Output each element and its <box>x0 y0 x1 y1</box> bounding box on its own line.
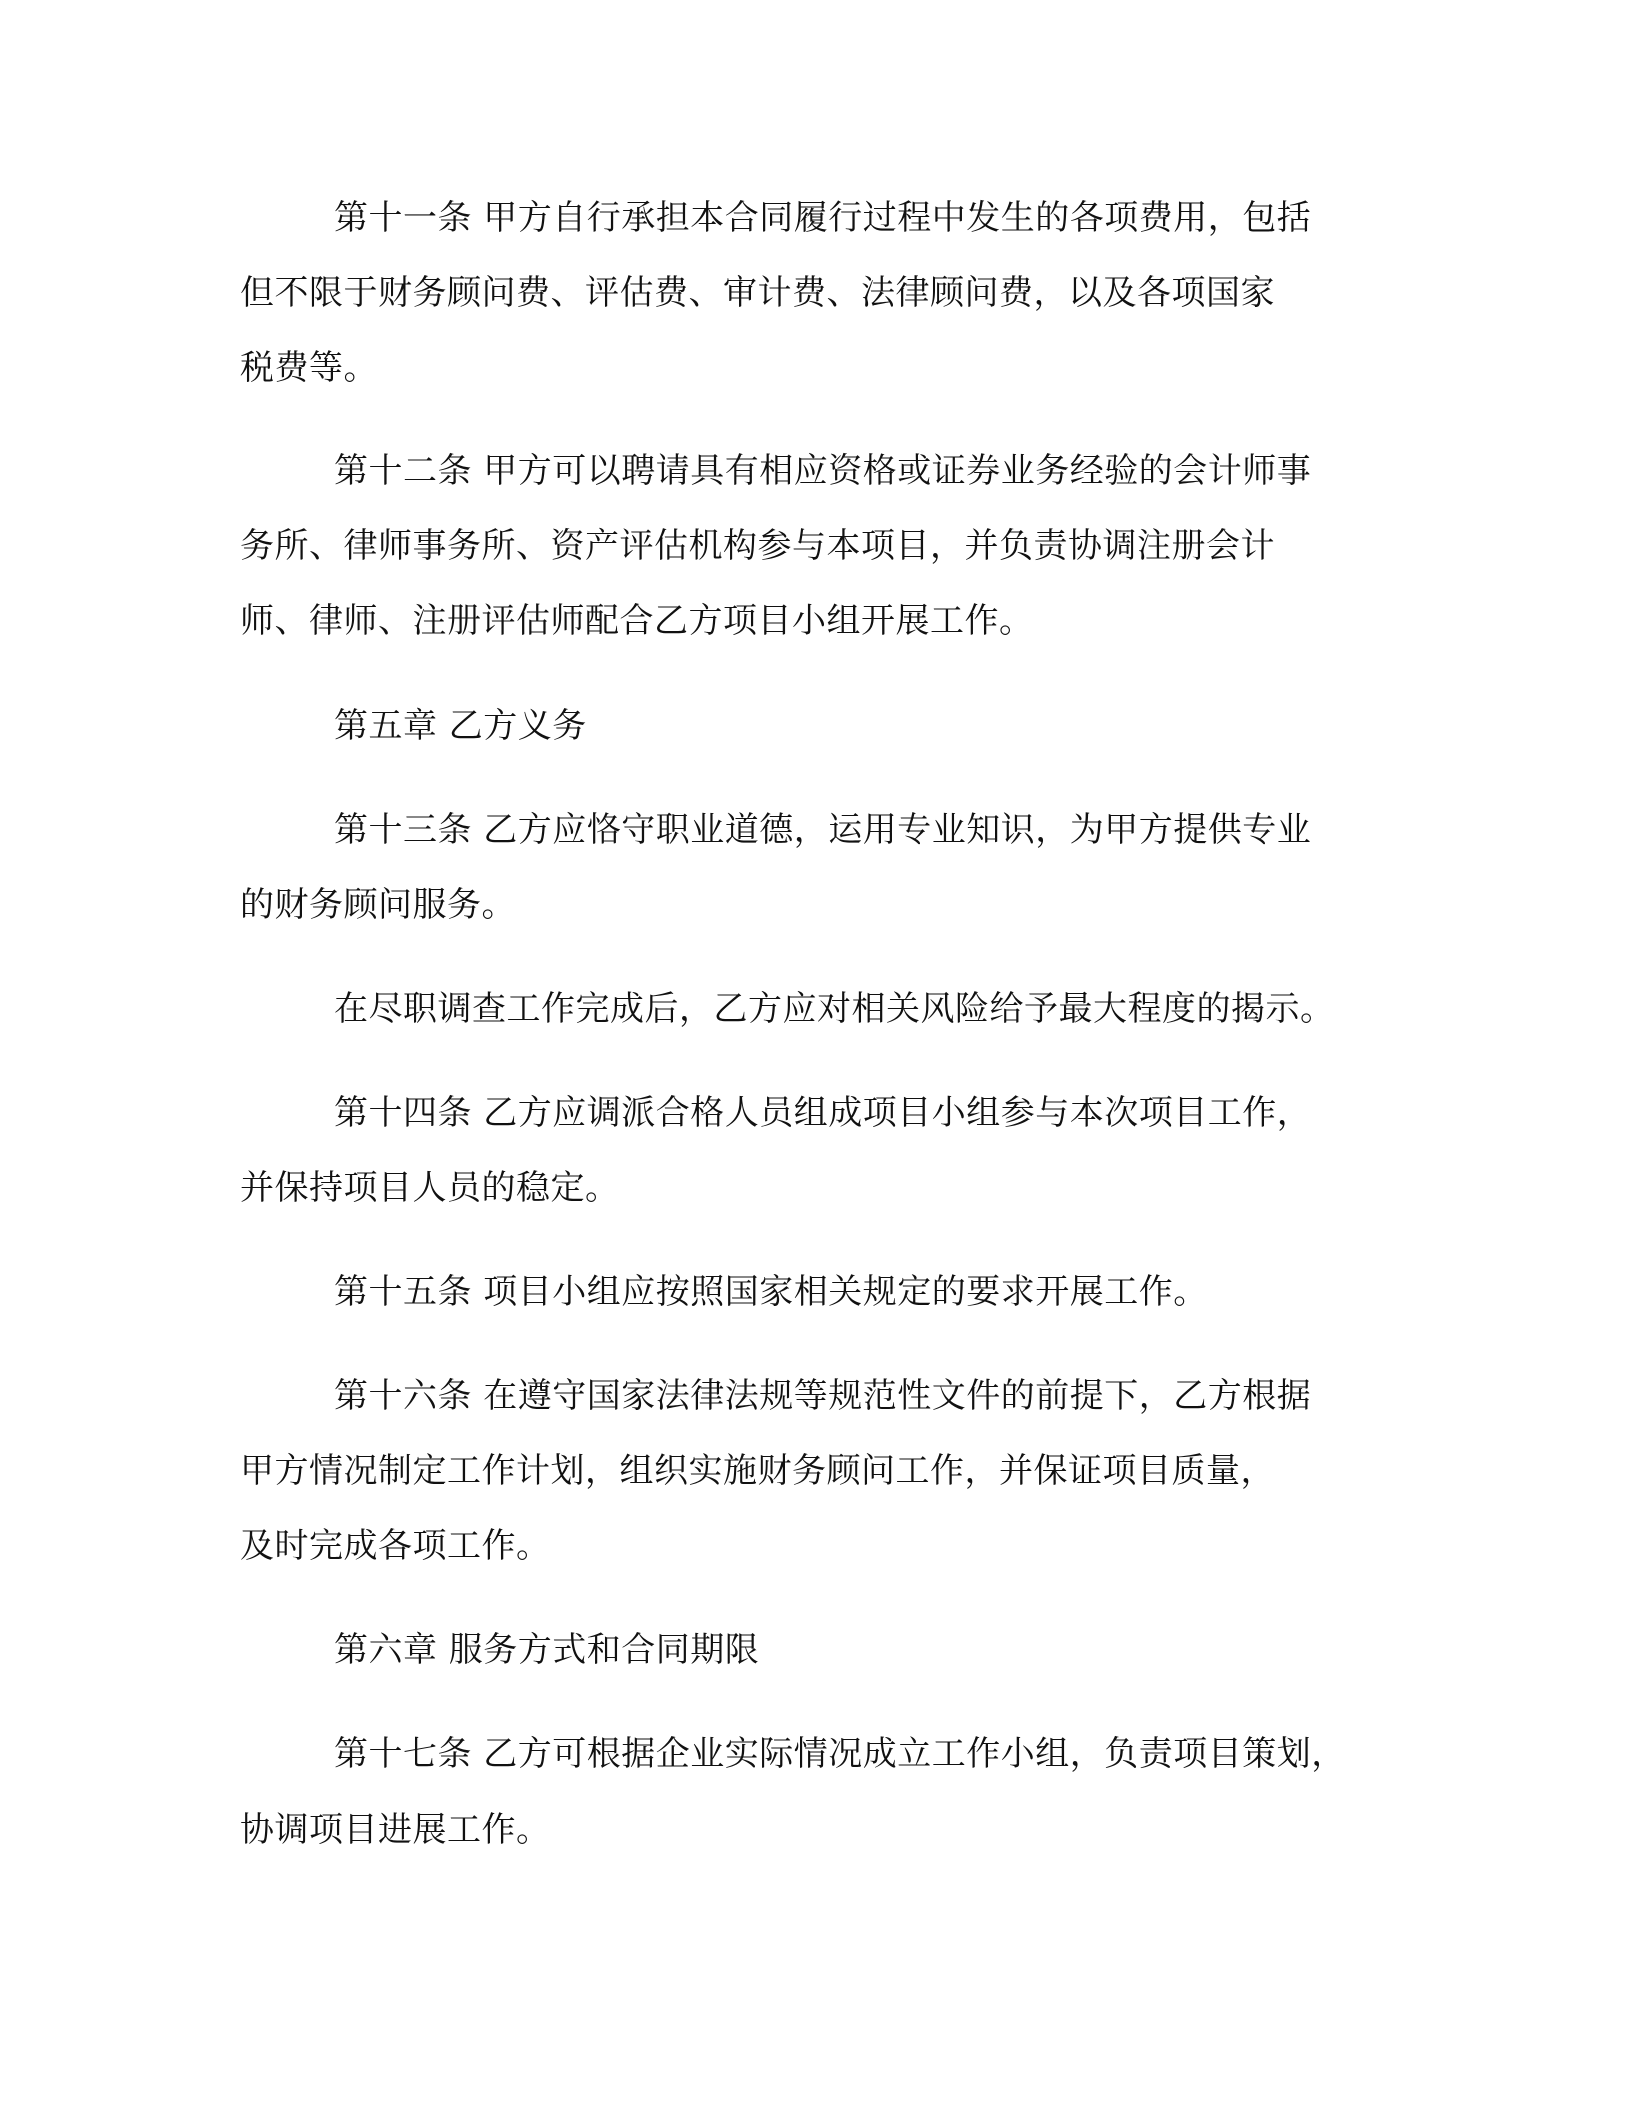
article-14-line-1: 第十四条 乙方应调派合格人员组成项目小组参与本次项目工作， <box>334 1093 1312 1133</box>
article-14-line-2: 并保持项目人员的稳定。 <box>240 1168 620 1208</box>
article-16-line-3: 及时完成各项工作。 <box>240 1526 551 1566</box>
article-16-line-1: 第十六条 在遵守国家法律法规等规范性文件的前提下，乙方根据 <box>334 1376 1312 1416</box>
article-13-line-1: 第十三条 乙方应恪守职业道德，运用专业知识，为甲方提供专业 <box>334 810 1312 850</box>
article-11-line-1: 第十一条 甲方自行承担本合同履行过程中发生的各项费用，包括 <box>334 198 1312 238</box>
article-12-line-2: 务所、律师事务所、资产评估机构参与本项目，并负责协调注册会计 <box>240 526 1275 566</box>
article-13-line-2: 的财务顾问服务。 <box>240 885 516 925</box>
chapter-6-heading: 第六章 服务方式和合同期限 <box>334 1630 760 1670</box>
article-15-line-1: 第十五条 项目小组应按照国家相关规定的要求开展工作。 <box>334 1272 1208 1312</box>
due-diligence-paragraph: 在尽职调查工作完成后，乙方应对相关风险给予最大程度的揭示。 <box>334 989 1335 1029</box>
article-11-line-2: 但不限于财务顾问费、评估费、审计费、法律顾问费，以及各项国家 <box>240 273 1275 313</box>
article-17-line-1: 第十七条 乙方可根据企业实际情况成立工作小组，负责项目策划， <box>334 1734 1346 1774</box>
article-12-line-3: 师、律师、注册评估师配合乙方项目小组开展工作。 <box>240 601 1034 641</box>
article-16-line-2: 甲方情况制定工作计划，组织实施财务顾问工作，并保证项目质量， <box>240 1451 1275 1491</box>
chapter-5-heading: 第五章 乙方义务 <box>334 706 587 746</box>
article-12-line-1: 第十二条 甲方可以聘请具有相应资格或证券业务经验的会计师事 <box>334 451 1312 491</box>
article-11-line-3: 税费等。 <box>240 348 378 388</box>
article-17-line-2: 协调项目进展工作。 <box>240 1810 551 1850</box>
